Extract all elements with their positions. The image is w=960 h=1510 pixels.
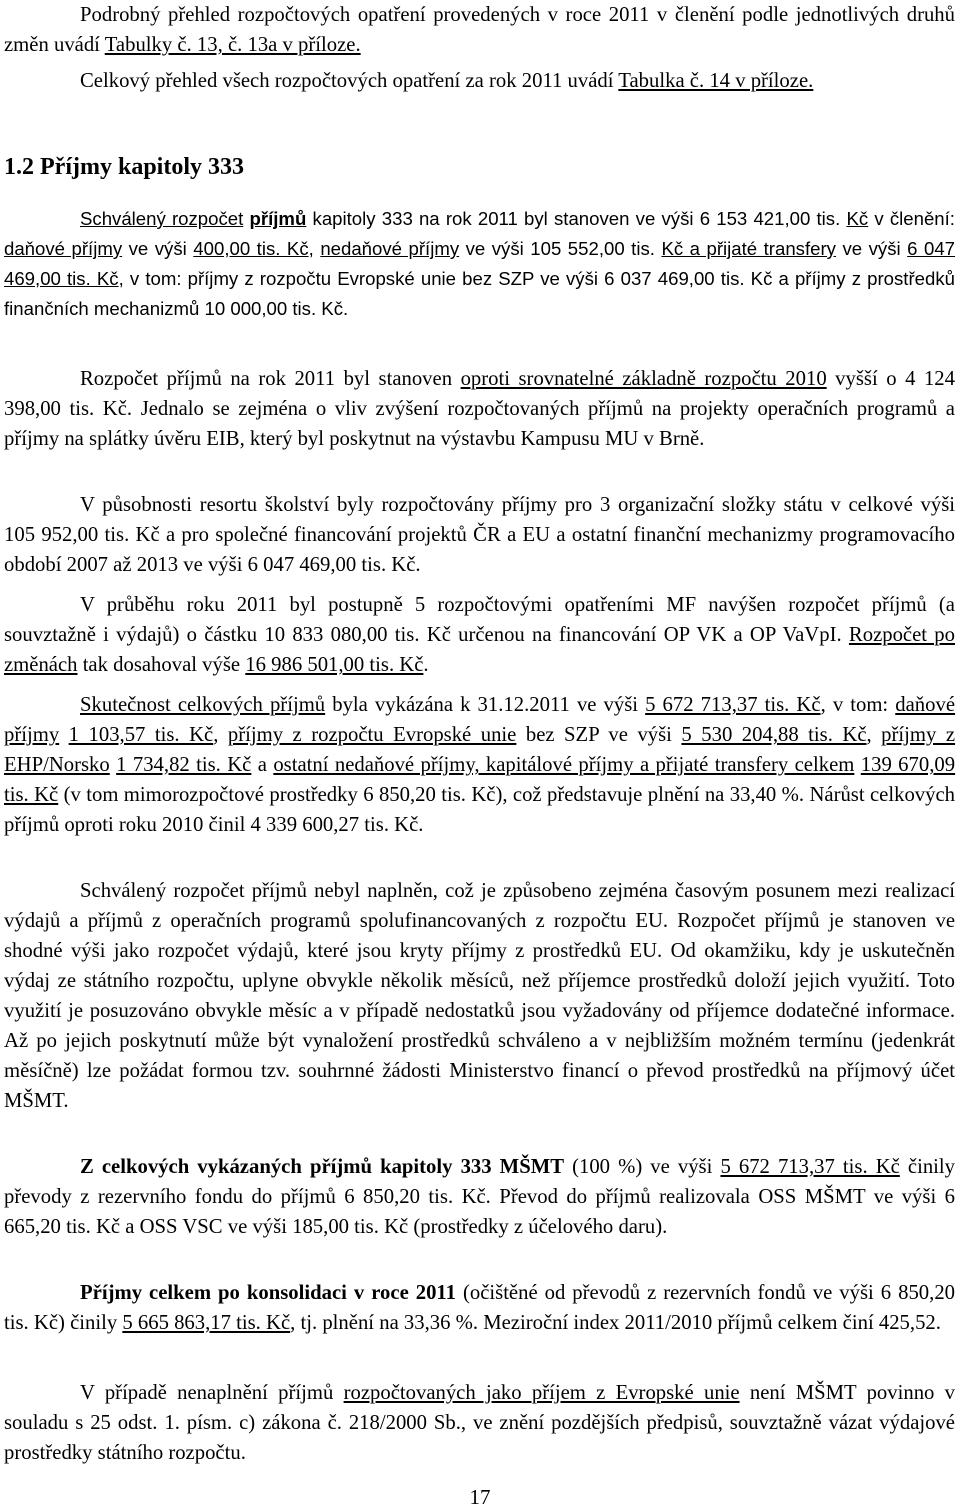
text: tak dosahoval výše <box>77 654 246 676</box>
underlined-term: daňové příjmy <box>4 694 956 746</box>
paragraph-table-14 <box>4 66 955 96</box>
underlined-term: Kč a přijaté transfery <box>661 238 836 259</box>
paragraph-actual-revenue <box>4 690 955 840</box>
underlined-term: 5 672 713,37 tis. Kč <box>720 1156 900 1178</box>
underlined-term: příjmy z EHP/Norsko <box>4 724 956 776</box>
text: (100 %) ve výši <box>564 1156 721 1178</box>
paragraph-unfulfilled-budget: Schválený rozpočet příjmů nebyl naplněn, což je způsobeno zejména časovým posunem mezi realizací výdajů a příjmů z operačních programů spolufinancovaných z rozpočtu EU. Rozpočet příjmů je stanoven ve shodné výši jako rozpočet výdajů, které jsou kryty příjmy z prostředků EU. Od okamžiku, kdy je uskutečněn výdaj ze státního rozpočtu, uplyne obvykle několik měsíců, než příjemce prostředků doloží jejich využití. Toto využití je posuzováno obvykle měsíc a v případě nedostatků jsou vyžadovány od příjemce dodatečné informace. Až po jejich poskytnutí může být vynaložení prostředků schváleno a v nejbližším možném termínu (jedenkrát měsíčně) lze požádat formou tzv. souhrnné žádosti Ministerstvo financí o převod prostředků na příjmový účet MŠMT. <box>4 880 955 1112</box>
bold-term: Příjmy celkem po konsolidaci v roce 2011 <box>80 1282 456 1304</box>
text: (očištěné od převodů z rezervních fondů ve výši 6 850,20 tis. Kč) činily <box>4 1282 956 1334</box>
underlined-term: 1 103,57 tis. Kč <box>68 724 214 746</box>
underlined-term: 16 986 501,00 tis. Kč <box>245 654 424 676</box>
text: Rozpočet příjmů na rok 2011 byl stanoven <box>80 368 461 390</box>
underlined-term: ostatní nedaňové příjmy, kapitálové příjmy a přijaté transfery celkem <box>273 754 855 776</box>
text: vyšší o 4 124 398,00 tis. Kč. Jednalo se zejména o vliv zvýšení rozpočtovaných příjmů na projekty operačních programů a příjmy na splátky úvěru EIB, který byl poskytnut na výstavbu Kampusu MU v Brně. <box>4 368 955 450</box>
text: V průběhu roku 2011 byl postupně 5 rozpočtovými opatřeními MF navýšen rozpočet příjmů (a souvztažně i výdajů) o částku 10 833 080,00 tis. Kč určenou na financování OP VK a OP VaVpI. <box>4 594 955 646</box>
text: ve výši <box>122 238 194 259</box>
text: činily převody z rezervního fondu do příjmů 6 850,20 tis. Kč. Převod do příjmů realizovala OSS MŠMT ve výši 6 665,20 tis. Kč a OSS VSC ve výši 185,00 tis. Kč (prostředky z účelového daru). <box>4 1156 956 1238</box>
underlined-term: 5 665 863,17 tis. Kč <box>122 1312 291 1334</box>
text: v členění: <box>868 208 955 229</box>
bold-term: příjmů <box>249 208 307 229</box>
underlined-term: Schválený rozpočet <box>80 208 244 229</box>
paragraph-approved-budget <box>4 204 955 324</box>
text: bez SZP ve výši <box>516 724 682 746</box>
underlined-term: 5 530 204,88 tis. Kč <box>681 724 867 746</box>
text: V případě nenaplnění příjmů <box>80 1382 344 1404</box>
text: , v tom: <box>820 694 896 716</box>
table-reference: Tabulka č. 14 v příloze. <box>618 70 814 92</box>
underlined-term: 400,00 tis. Kč <box>193 238 309 259</box>
text: (v tom mimorozpočtové prostředky 6 850,20 tis. Kč), což představuje plnění na 33,40 %. Nárůst celkových příjmů oproti roku 2010 činil 4 339 600,27 tis. Kč. <box>4 784 956 836</box>
text: ve výši 105 552,00 tis. <box>459 238 662 259</box>
underlined-term: rozpočtovaných jako příjem z Evropské unie <box>343 1382 740 1404</box>
underlined-term: Skutečnost celkových příjmů <box>80 694 326 716</box>
text: , v tom: příjmy z rozpočtu Evropské unie bez SZP ve výši 6 037 469,00 tis. Kč a příjmy z prostředků finančních mechanizmů 10 000,00 tis. Kč. <box>4 268 955 319</box>
table-reference: Tabulky č. 13, č. 13a v příloze. <box>104 34 361 56</box>
paragraph-tables-13 <box>4 0 955 60</box>
text: , <box>213 724 228 746</box>
paragraph-eu-revenue <box>4 1378 955 1468</box>
text: Podrobný přehled rozpočtových opatření provedených v roce 2011 v členění podle jednotlivých druhů změn uvádí <box>4 4 955 56</box>
underlined-term: Rozpočet po změnách <box>4 624 955 676</box>
underlined-term: 6 047 469,00 tis. Kč <box>4 238 956 289</box>
underlined-term: daňové příjmy <box>4 238 123 259</box>
paragraph-ministry-scope: V působnosti resortu školství byly rozpočtovány příjmy pro 3 organizační složky státu v celkové výši 105 952,00 tis. Kč a pro společné financování projektů ČR a EU a ostatní finanční mechanizmy programovacího období 2007 až 2013 ve výši 6 047 469,00 tis. Kč. <box>4 494 955 576</box>
text: . <box>423 654 429 676</box>
paragraph-budget-2011 <box>4 364 955 454</box>
text <box>59 724 69 746</box>
underlined-term: příjmy z rozpočtu Evropské unie <box>227 724 517 746</box>
text: a <box>251 754 274 776</box>
underlined-term: Kč <box>846 208 869 229</box>
text: byla vykázána k 31.12.2011 ve výši <box>325 694 646 716</box>
paragraph-total-reported <box>4 1152 955 1242</box>
text: , <box>308 238 321 259</box>
text: , tj. plnění na 33,36 %. Meziroční index 2011/2010 příjmů celkem činí 425,52. <box>290 1312 941 1334</box>
text: Celkový přehled všech rozpočtových opatření za rok 2011 uvádí <box>80 70 619 92</box>
text: ve výši <box>835 238 908 259</box>
underlined-term: nedaňové příjmy <box>320 238 460 259</box>
section-heading: 1.2 Příjmy kapitoly 333 <box>4 154 244 180</box>
bold-term: Z celkových vykázaných příjmů kapitoly 333 MŠMT <box>80 1156 565 1178</box>
paragraph-consolidated-revenue <box>4 1278 955 1338</box>
underlined-term: oproti srovnatelné základně rozpočtu 2010 <box>460 368 827 390</box>
paragraph-budget-changes <box>4 590 955 680</box>
text: není MŠMT povinno v souladu s 25 odst. 1. písm. c) zákona č. 218/2000 Sb., ve znění pozdějších předpisů, souvztažně vázat výdajové prostředky státního rozpočtu. <box>4 1382 955 1464</box>
text: , <box>866 724 882 746</box>
text: kapitoly 333 na rok 2011 byl stanoven ve výši 6 153 421,00 tis. <box>306 208 847 229</box>
underlined-term: 1 734,82 tis. Kč <box>116 754 252 776</box>
page-number: 17 <box>469 1485 491 1509</box>
underlined-term: 5 672 713,37 tis. Kč <box>645 694 821 716</box>
underlined-term: 139 670,09 tis. Kč <box>4 754 956 806</box>
